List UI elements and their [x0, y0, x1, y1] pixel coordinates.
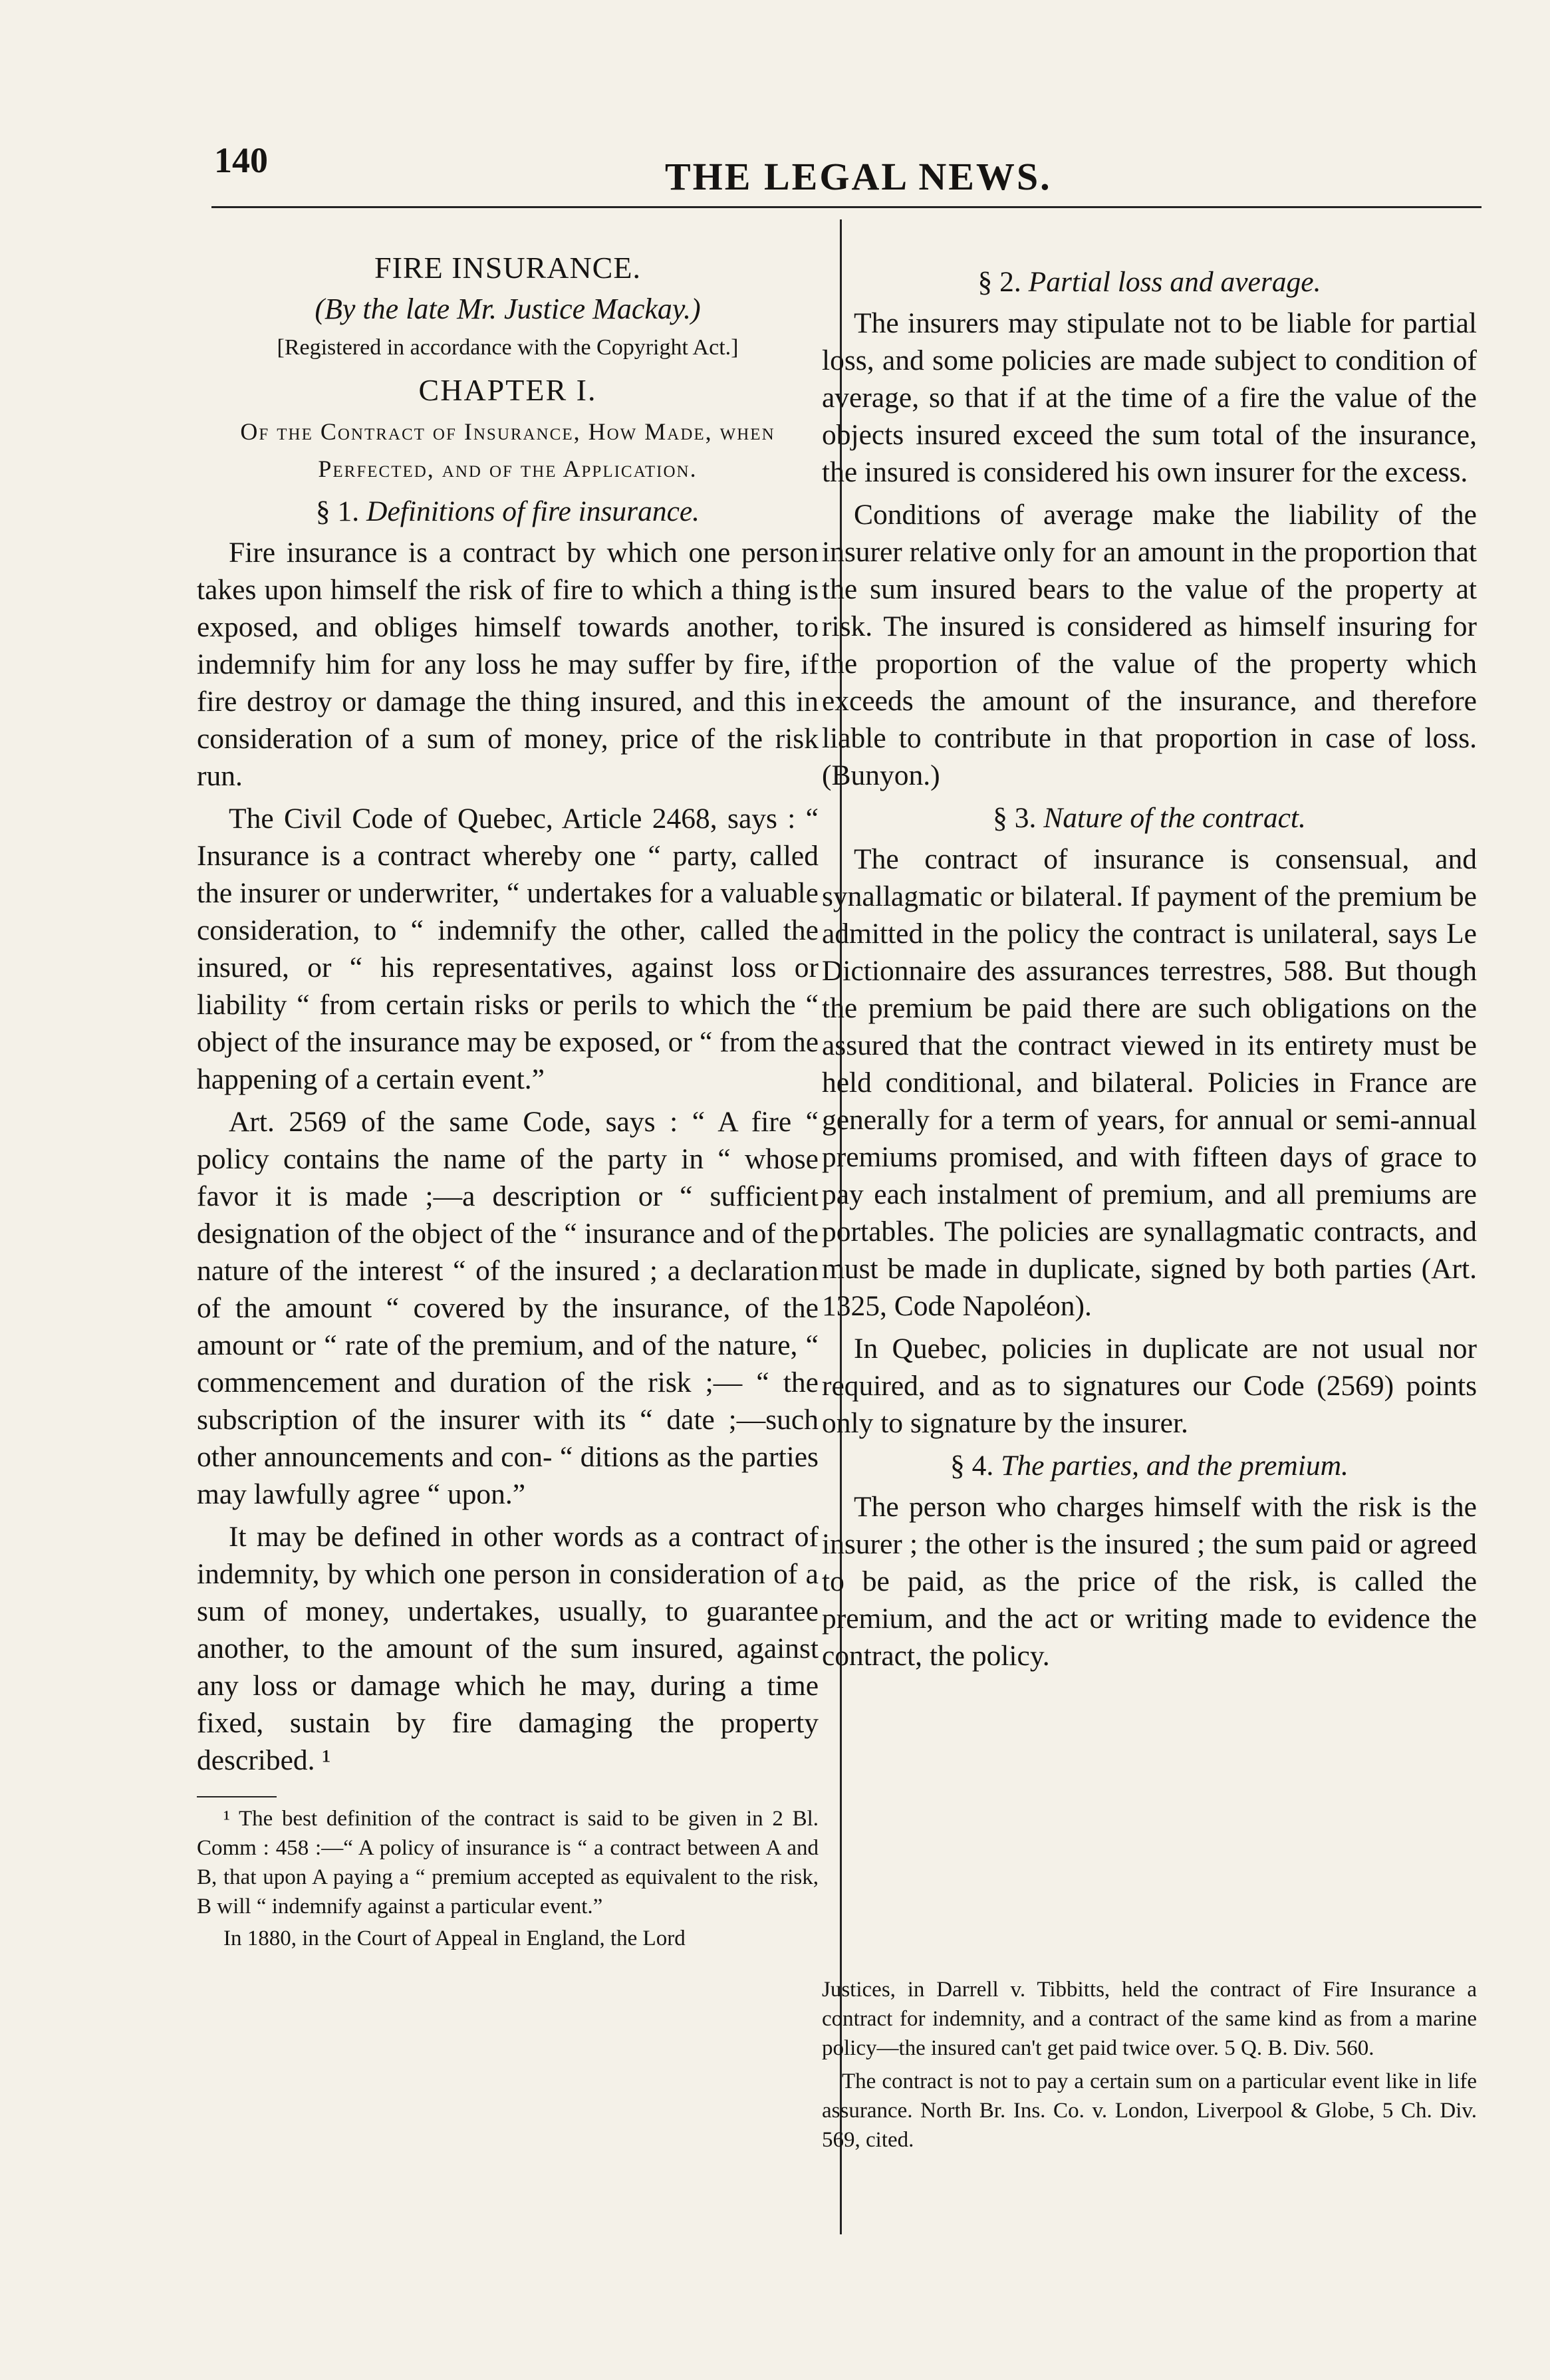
footnote-1-continued: In 1880, in the Court of Appeal in England, the Lord: [223, 1926, 686, 1950]
section-2-title: Partial loss and average.: [1028, 266, 1321, 298]
section-3-title: Nature of the contract.: [1043, 802, 1306, 834]
paragraph-civil-code-2468: The Civil Code of Quebec, Article 2468, says : “ Insurance is a contract whereby one “ party, called the insurer or underwriter, “ undertakes for a valuable consideration, to “ indemnify the other, called the insured, or “ his representatives, against loss or liability “ from certain risks or perils to which the “ object of the insurance may be exposed, or “ from the happening of a certain event.”: [197, 803, 819, 1095]
section-4-heading: [822, 1447, 1477, 1484]
section-2-heading: [822, 263, 1477, 301]
paragraph-nature-contract: The contract of insurance is consensual, and synallagmatic or bilateral. If payment of the premium be admitted in the policy the contract is unilateral, says Le Dictionnaire des assurances terrestres, 588. But though the premium be paid there are such obligations on the assured that the contract viewed in its entirety must be held conditional, and bilateral. Policies in France are generally for a term of years, for annual or semi-annual premiums promised, and with fifteen days of grace to pay each instalment of premium, and all premiums are portables. The policies are synallagmatic contracts, and must be made in duplicate, signed by both parties (Art. 1325, Code Napoléon).: [822, 843, 1477, 1322]
paragraph-quebec-policies: In Quebec, policies in duplicate are not usual nor required, and as to signatures our Code (2569) points only to signature by the insurer.: [822, 1333, 1477, 1439]
footnote-right: [822, 1975, 1477, 2159]
footnote-north-british: The contract is not to pay a certain sum on a particular event like in life assurance. North Br. Ins. Co. v. London, Liverpool & Globe, 5 Ch. Div. 569, cited.: [822, 2069, 1477, 2152]
footnote-rule: [197, 1796, 277, 1797]
article-byline: (By the late Mr. Justice Mackay.): [315, 293, 701, 325]
paragraph-partial-loss: The insurers may stipulate not to be liable for partial loss, and some policies are made subject to condition of average, so that if at the time of a fire the value of the objects insured exceed the sum total of the insurance, the insured is considered his own insurer for the excess.: [822, 307, 1477, 488]
footnote-1: ¹ The best definition of the contract is said to be given in 2 Bl. Comm : 458 :—“ A policy of insurance is “ a contract between A and B, that upon A paying a “ premium accepted as equivalent to the risk, B will “ indemnify against a particular event.”: [197, 1807, 819, 1918]
section-1-number: § 1.: [315, 495, 360, 527]
section-2-number: § 2.: [977, 266, 1021, 298]
chapter-heading: CHAPTER I.: [418, 373, 597, 407]
section-4-number: § 4.: [950, 1450, 994, 1482]
paragraph-parties-premium: The person who charges himself with the risk is the insurer ; the other is the insured ; the sum paid or agreed to be paid, as the price of the risk, is called the premium, and the act or writing made to evidence the contract, the policy.: [822, 1491, 1477, 1672]
paragraph-indemnity: It may be defined in other words as a contract of indemnity, by which one person in consideration of a sum of money, undertakes, usually, to guarantee another, to the amount of the sum insured, against any loss or damage which he may, during a time fixed, sustain by fire damaging the property described. ¹: [197, 1521, 819, 1776]
right-column: [822, 259, 1477, 1680]
section-1-heading: [197, 493, 819, 530]
header-rule: [211, 206, 1482, 208]
left-column: [197, 249, 819, 1956]
footnote-left: [197, 1804, 819, 1953]
copyright-notice: [Registered in accordance with the Copyright Act.]: [277, 335, 739, 360]
section-3-number: § 3.: [993, 802, 1037, 834]
journal-title: THE LEGAL NEWS.: [665, 155, 1052, 198]
chapter-title: Of the Contract of Insurance, How Made, when Perfected, and of the Application.: [240, 418, 775, 482]
paragraph-article-2569: Art. 2569 of the same Code, says : “ A fire “ policy contains the name of the party in “ whose favor it is made ;—a description or “ sufficient designation of the object of the “ insurance and of the nature of the interest “ of the insured ; a declaration of the amount “ covered by the insurance, of the amount or “ rate of the premium, and of the nature, “ commencement and duration of the risk ;— “ the subscription of the insurer with its “ date ;—such other announcements and con- “ ditions as the parties may lawfully agree “ upon.”: [197, 1106, 819, 1510]
section-4-title: The parties, and the premium.: [1001, 1450, 1349, 1482]
article-title: FIRE INSURANCE.: [374, 251, 641, 285]
page-number: 140: [214, 140, 268, 180]
paragraph-conditions-average: Conditions of average make the liability of the insurer relative only for an amount in the proportion that the sum insured bears to the value of the property at risk. The insured is considered as himself insuring for the proportion of the value of the property which exceeds the amount of the insurance, and therefore liable to contribute in that proportion in case of loss. (Bunyon.): [822, 499, 1477, 791]
paragraph-definition: Fire insurance is a contract by which one person takes upon himself the risk of fire to which a thing is exposed, and obliges himself towards another, to indemnify him for any loss he may suffer by fire, if fire destroy or damage the thing insured, and this in consideration of a sum of money, price of the risk run.: [197, 537, 819, 792]
section-3-heading: [822, 799, 1477, 837]
section-1-title: Definitions of fire insurance.: [366, 495, 700, 527]
footnote-darrell-tibbitts: Justices, in Darrell v. Tibbitts, held the contract of Fire Insurance a contract for indemnity, and a contract of the same kind as from a marine policy—the insured can't get paid twice over. 5 Q. B. Div. 560.: [822, 1978, 1477, 2060]
